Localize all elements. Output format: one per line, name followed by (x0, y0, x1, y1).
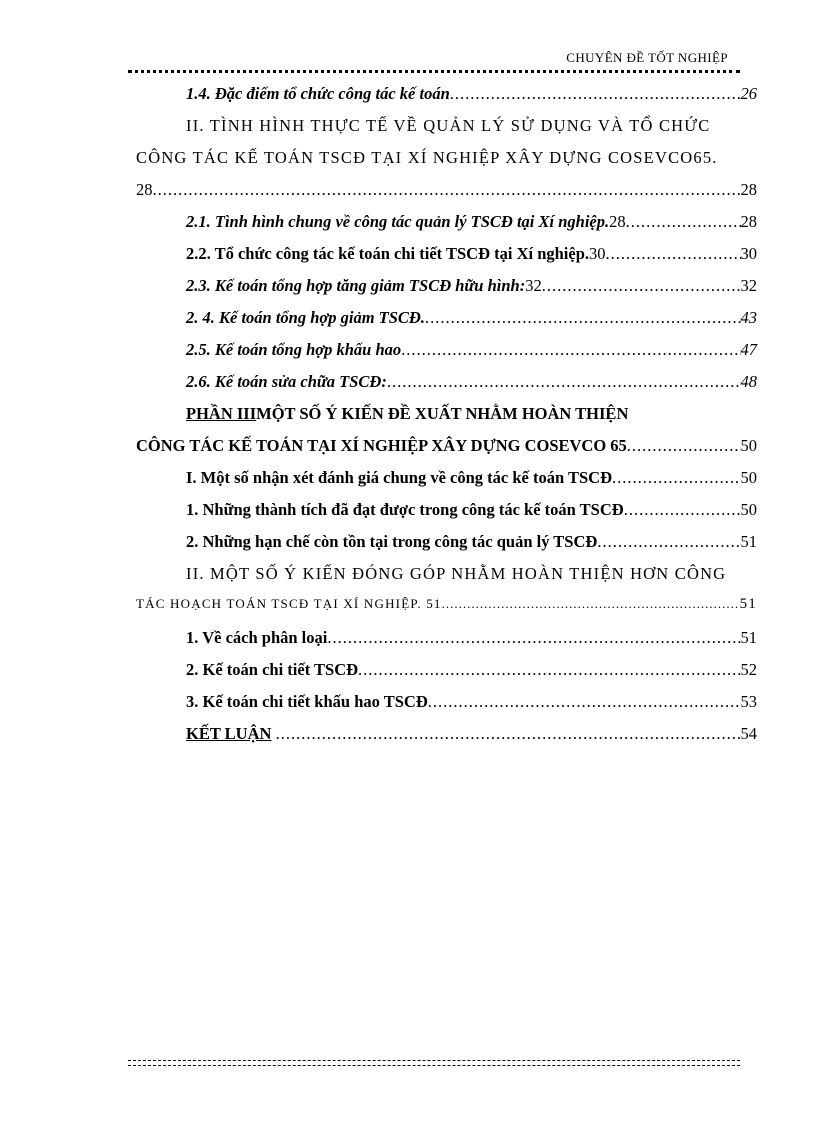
toc-entry-inline-page: 28 (136, 180, 153, 199)
toc-entry-section-ii-line1[interactable] (136, 116, 757, 148)
toc-entry-page: 28 (740, 180, 757, 199)
toc-entry-title: 1. Về cách phân loại (186, 628, 328, 647)
toc-entry-2-3[interactable] (136, 276, 757, 308)
toc-entry-page: 51 (739, 596, 757, 612)
header-dotted-rule (128, 70, 740, 73)
toc-entry-iii-1[interactable] (136, 500, 757, 532)
toc-entry-title: 2. Kế toán chi tiết TSCĐ (186, 660, 359, 679)
toc-entry-inline-page: 28 (609, 212, 626, 231)
toc-entry-page: 30 (740, 244, 757, 263)
leader-dots (542, 276, 741, 296)
toc-entry-iii-ii-3[interactable] (136, 692, 757, 724)
toc-entry-iii-ii-line1[interactable] (136, 564, 757, 596)
toc-entry-page: 28 (740, 212, 757, 231)
toc-entry-page: 32 (740, 276, 757, 295)
toc-entry-title: 2.2. Tổ chức công tác kế toán chi tiết TSCĐ tại Xí nghiệp. (186, 244, 590, 263)
toc-entry-2-2[interactable] (136, 244, 757, 276)
toc-entry-title: 2.6. Kế toán sửa chữa TSCĐ: (186, 372, 387, 391)
toc-entry-iii-ii-1[interactable] (136, 628, 757, 660)
toc-entry-page: 47 (740, 340, 757, 359)
part-label: PHẦN III (186, 404, 257, 423)
toc-entry-title: II. MỘT SỐ Ý KIẾN ĐÓNG GÓP NHẰM HOÀN THIỆN HƠN CÔNG (186, 564, 727, 583)
leader-dots (606, 244, 741, 264)
toc-entry-title: 1. Những thành tích đã đạt được trong công tác kế toán TSCĐ (186, 500, 624, 519)
leader-dots (612, 468, 740, 488)
page-header-title: CHUYÊN ĐỀ TỐT NGHIỆP (566, 50, 728, 65)
toc-entry-part-iii-line1[interactable] (136, 404, 757, 436)
toc-entry-iii-ii-line2[interactable] (136, 596, 757, 628)
toc-entry-title-cont: CÔNG TÁC KẾ TOÁN TẠI XÍ NGHIỆP XÂY DỰNG COSEVCO 65 (136, 436, 627, 455)
toc-entry-title: 2. Những hạn chế còn tồn tại trong công tác quản lý TSCĐ (186, 532, 598, 551)
toc-entry-title-cont: CÔNG TÁC KẾ TOÁN TSCĐ TẠI XÍ NGHIỆP XÂY DỰNG COSEVCO65. (136, 148, 718, 167)
toc-entry-iii-i[interactable] (136, 468, 757, 500)
footer-dashed-rule (128, 1060, 740, 1066)
toc-entry-section-ii-line3[interactable] (136, 180, 757, 212)
leader-dots (401, 340, 740, 360)
leader-dots (425, 308, 741, 328)
toc-entry-page: 51 (740, 532, 757, 551)
leader-dots (624, 500, 741, 520)
toc-entry-page: 43 (740, 308, 757, 327)
toc-entry-page: 50 (740, 500, 757, 519)
toc-entry-2-4[interactable] (136, 308, 757, 340)
leader-dots (627, 436, 741, 456)
toc-entry-conclusion[interactable] (136, 724, 757, 756)
toc-entry-title: 2.1. Tình hình chung về công tác quản lý TSCĐ tại Xí nghiệp. (186, 212, 610, 231)
toc-entry-page: 48 (740, 372, 757, 391)
toc-entry-inline-page: 32 (525, 276, 542, 295)
leader-dots (442, 596, 740, 612)
leader-dots (387, 372, 741, 392)
toc-entry-title: 2.3. Kế toán tổng hợp tăng giảm TSCĐ hữu hình: (186, 276, 526, 295)
leader-dots (450, 84, 741, 104)
toc-entry-page: 26 (740, 84, 757, 103)
toc-entry-title: 3. Kế toán chi tiết khấu hao TSCĐ (186, 692, 428, 711)
leader-dots (428, 692, 741, 712)
toc-entry-1-4[interactable] (136, 84, 757, 116)
toc-entry-title: I. Một số nhận xét đánh giá chung về công tác kế toán TSCĐ (186, 468, 613, 487)
leader-dots (597, 532, 740, 552)
toc-entry-title: II. TÌNH HÌNH THỰC TẾ VỀ QUẢN LÝ SỬ DỤNG VÀ TỔ CHỨC (186, 116, 711, 135)
toc-entry-page: 50 (740, 468, 757, 487)
toc-entry-title: 2.5. Kế toán tổng hợp khấu hao (186, 340, 402, 359)
leader-dots (327, 628, 740, 648)
toc-entry-part-iii-line2[interactable] (136, 436, 757, 468)
toc-entry-title: KẾT LUẬN (186, 724, 272, 743)
toc-entry-page: 51 (740, 628, 757, 647)
toc-entry-page: 50 (740, 436, 757, 455)
toc-entry-2-5[interactable] (136, 340, 757, 372)
leader-dots (626, 212, 741, 232)
toc-entry-page: 53 (740, 692, 757, 711)
toc-entry-2-1[interactable] (136, 212, 757, 244)
toc-entry-page: 52 (740, 660, 757, 679)
leader-dots (153, 180, 741, 200)
toc-entry-title-cont: TÁC HOẠCH TOÁN TSCĐ TẠI XÍ NGHIỆP. 51 (136, 596, 442, 611)
toc-entry-iii-2[interactable] (136, 532, 757, 564)
toc-entry-iii-ii-2[interactable] (136, 660, 757, 692)
toc-entry-page: 54 (740, 724, 757, 743)
table-of-contents (136, 84, 757, 756)
toc-entry-title: MỘT SỐ Ý KIẾN ĐỀ XUẤT NHẰM HOÀN THIỆN (256, 404, 629, 423)
toc-entry-title: 1.4. Đặc điểm tổ chức công tác kế toán (186, 84, 450, 103)
toc-entry-inline-page: 30 (589, 244, 606, 263)
leader-dots (276, 724, 741, 744)
leader-dots (358, 660, 740, 680)
toc-entry-2-6[interactable] (136, 372, 757, 404)
toc-entry-section-ii-line2[interactable] (136, 148, 757, 180)
toc-entry-title: 2. 4. Kế toán tổng hợp giảm TSCĐ. (186, 308, 425, 327)
